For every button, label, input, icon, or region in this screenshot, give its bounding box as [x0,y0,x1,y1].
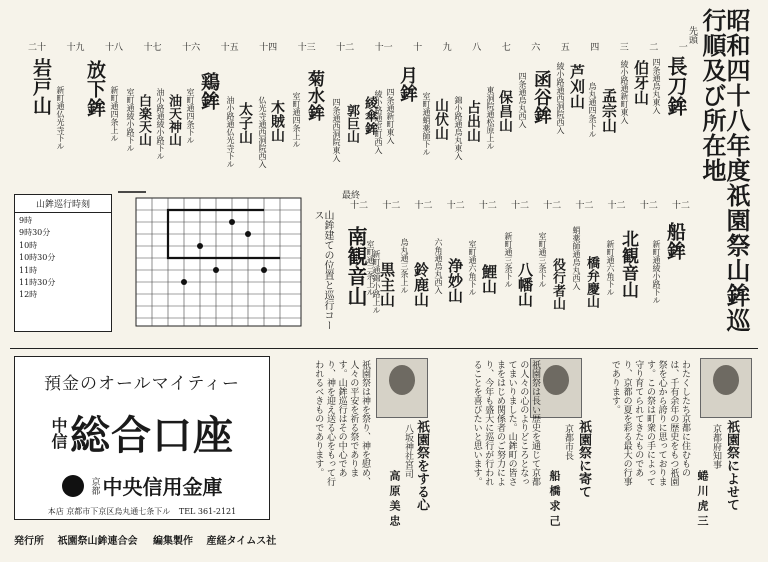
order-number: 四 [590,43,600,53]
float-name: 浄妙山 [446,258,464,303]
essay-body: 祇園祭は神を祭り、神を慰め、人々の平安を祈る祭であります。山鉾巡行はその中心であり、神を迎え送る心をもって行われるべきものであります。 [313,360,370,486]
route-map [116,188,306,336]
float-name: 北観音山 [618,230,638,298]
schedule-row: 10時30分 [19,253,56,263]
publisher: 祇園祭山鉾連合会 [57,536,138,547]
float-route: 室町通蛸薬師下ル [422,92,431,156]
float-route: 室町通四条下ル [186,88,195,144]
order-number: 三 [619,43,629,53]
float-route: 四条通烏丸東入 [652,58,661,114]
ad-product-prefix: 中信 [49,416,68,449]
portrait-priest [376,358,428,418]
float-name: 橋弁慶山 [584,256,599,308]
essay-role: 京都府知事 [711,424,721,469]
float-route: 六角通烏丸西入 [434,238,443,294]
page-title: 昭和四十八年度祇園祭山鉾巡行順及び所在地 [698,8,751,333]
float-route: 仏光寺通西洞院西入 [258,96,267,168]
lead-label: 先頭 [687,26,697,44]
float-name: 郭巨山 [344,104,359,143]
order-number: 十五 [220,43,239,53]
ad-product: 総合口座 [70,413,234,459]
order-number: 二十 [28,43,47,53]
float-name: 太子山 [237,102,253,144]
float-name: 鈴鹿山 [412,262,430,307]
essay-title: 祇園祭によせて [724,420,739,511]
essay-author: 蜷川虎三 [696,470,709,530]
float-route: 油小路通綾小路下ル [156,88,165,160]
essay-author: 船橋求己 [548,470,561,530]
editor-label: 編集製作 [152,536,193,547]
float-name: 保昌山 [497,90,513,132]
float-route: 四条通西洞院東入 [332,98,341,162]
essay-title: 祇園祭をする心 [414,420,429,511]
float-name: 鶏鉾 [198,72,220,110]
bank-logo-icon [62,475,84,497]
order-numbers-bottom [350,198,690,211]
order-number: 十九 [66,43,85,53]
float-name: 鯉山 [480,264,498,294]
order-number: 十四 [259,43,278,53]
editor: 産経タイムス社 [206,536,277,547]
order-number: 十二 [639,201,658,211]
float-route: 綾小路通西洞院西入 [556,62,565,134]
ad-bank: 中央信用金庫 [102,475,223,499]
float-name: 油天神山 [166,94,181,146]
schedule-row: 9時 [19,216,33,225]
order-number: 十二 [478,201,497,211]
schedule-row: 10時 [19,240,38,250]
float-route: 室町通四条上ル [292,92,301,148]
order-number: 七 [501,43,511,53]
essay-role: 八坂神社宮司 [403,424,413,478]
map-caption: 山鉾建ての位置と巡行コース [312,210,333,330]
essay-body: わたくしたち京都に住むものは、千有余年の歴史をもつ祇園祭を心から誇りに思っております。この祭は町衆の手によって守り育てられてきたものであり、京都の夏を彩る最大の行事であります。 [609,360,690,486]
float-name: 長刀鉾 [664,56,688,116]
float-route: 烏丸通三条上ル [400,238,409,294]
essay-title: 祇園祭に寄て [576,420,591,498]
ad-bank-prefix: 京都 [89,476,100,495]
float-route: 東洞院通松原上ル [486,86,495,150]
order-number: 十二 [510,201,529,211]
order-number: 九 [442,43,452,53]
float-name: 白楽天山 [136,94,151,146]
float-route: 錦小路通烏丸東入 [454,96,463,160]
order-number: 十二 [336,43,355,53]
float-route: 油小路通仏光寺下ル [226,96,235,168]
float-name: 綾傘鉾 [362,96,377,135]
order-number: 十二 [446,201,465,211]
float-route: 四条通烏丸西入 [518,72,527,128]
essay-body: 祇園祭は長い歴史を通じて京都の人々の心のよりどころとなってまいりました。山鉾町の皆さまをはじめ関係者のご努力により、今年も盛大に巡行が行われることを喜びたいと思います。 [471,360,540,486]
schedule-row: 11時 [19,265,38,275]
float-route: 新町通錦小路上ル [372,250,381,314]
float-name: 南観音山 [344,226,368,306]
float-name: 船鉾 [664,222,686,260]
order-number: 十二 [382,201,401,211]
float-route: 新町通六角下ル [606,240,615,296]
ad-address: 本店 京都市下京区烏丸通七条下ル [47,507,171,516]
float-route: 綾小路通新町東入 [620,60,629,124]
float-route: 四条通新町東入 [386,88,395,144]
float-name: 月鉾 [397,66,418,102]
footer [14,532,276,547]
order-number: 二 [649,43,659,53]
order-number: 十二 [671,201,690,211]
float-name: 黒主山 [378,262,396,307]
schedule-row: 11時30分 [19,277,56,287]
float-name: 八幡山 [516,262,534,307]
float-name: 役行者山 [550,258,565,310]
schedule-row: 12時 [19,290,38,300]
order-numbers-top [28,40,688,53]
float-route: 室町通綾小路下ル [126,88,135,152]
order-number: 十二 [414,201,433,211]
schedule-row: 9時30分 [19,228,51,238]
float-route: 綾小路通室町西入 [374,90,383,154]
float-name: 孟宗山 [600,88,618,133]
order-number: 十六 [182,43,201,53]
float-name: 山伏山 [433,98,449,140]
publisher-label: 発行所 [14,536,44,547]
float-route: 室町通三条下ル [538,232,547,288]
float-route: 烏丸通四条下ル [588,82,597,138]
order-number: 十三 [297,43,316,53]
float-route: 新町通三条下ル [504,232,513,288]
ad-headline: 預金のオールマイティー [44,374,240,394]
float-route: 室町通三条上ル [366,240,375,296]
section-divider [10,348,758,349]
float-name: 函谷鉾 [531,70,552,124]
float-name: 岩戸山 [30,58,52,115]
float-route: 新町通仏光寺下ル [56,86,65,150]
order-number: 十二 [350,201,369,211]
order-number: 十二 [575,201,594,211]
order-number: 十二 [607,201,626,211]
float-name: 菊水鉾 [304,70,324,121]
order-number: 十二 [543,201,562,211]
order-number: 一 [678,43,688,53]
float-route: 室町通六角下ル [468,240,477,296]
order-number: 十八 [105,43,124,53]
float-name: 伯牙山 [632,60,650,105]
order-number: 十 [413,43,423,53]
float-name: 木賊山 [269,100,285,142]
ad-tel: TEL 361-2121 [178,507,237,516]
order-number: 五 [560,43,570,53]
float-name: 占出山 [465,100,481,142]
schedule-table [14,194,112,332]
last-label: 最終 [342,191,361,201]
order-number: 八 [472,43,482,53]
schedule-title: 山鉾巡行時刻 [15,195,111,213]
order-number: 十七 [143,43,162,53]
float-route: 新町通四条上ル [110,86,119,142]
float-route: 蛸薬師通烏丸西入 [572,226,581,290]
essay-author: 高原美忠 [388,470,401,530]
essay-role: 京都市長 [563,424,573,460]
float-route: 新町通綾小路下ル [652,240,661,304]
bank-ad [14,356,270,520]
order-number: 十一 [374,43,393,53]
float-name: 芦刈山 [568,64,586,109]
portrait-governor [700,358,752,418]
order-number: 六 [531,43,541,53]
float-name: 放下鉾 [84,60,106,117]
